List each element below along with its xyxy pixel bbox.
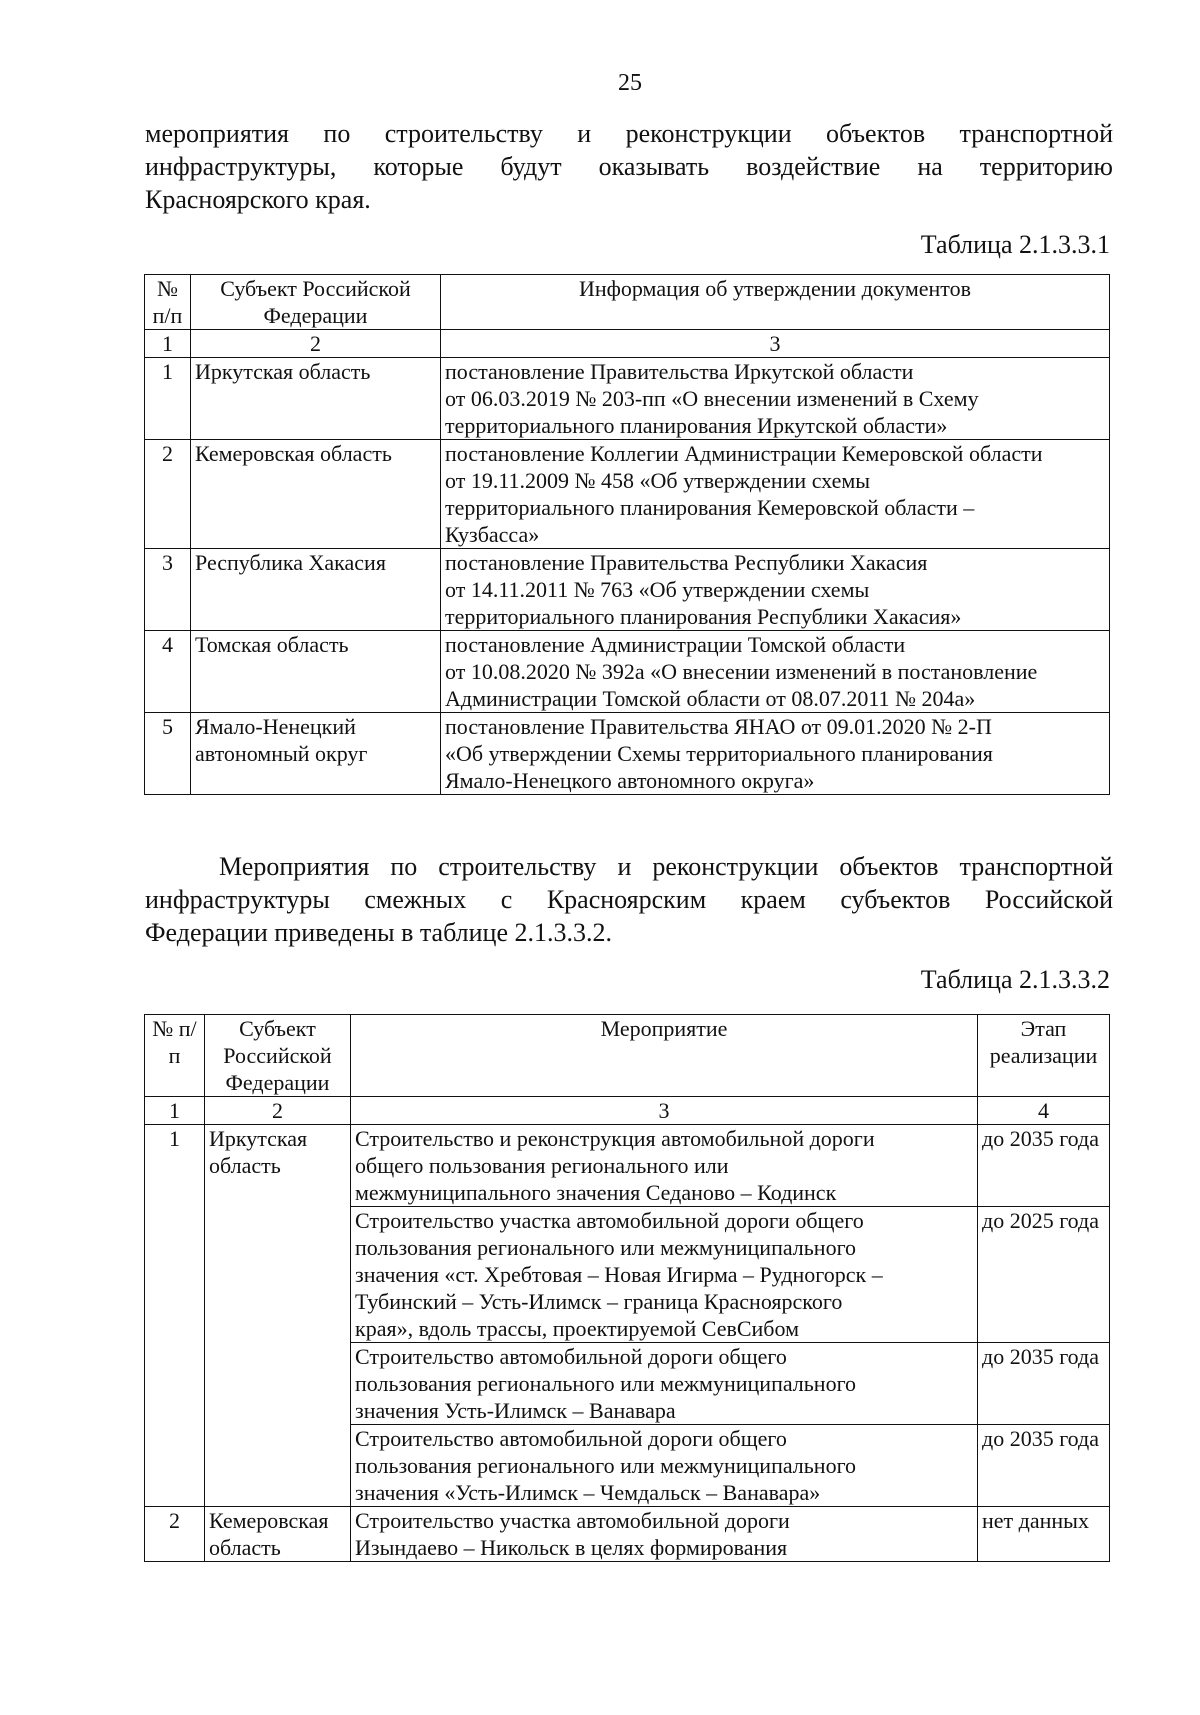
- table-row: [145, 1507, 1110, 1562]
- table2-header-stage: Этап реализации: [978, 1015, 1110, 1097]
- row-subject: Иркутская область: [205, 1125, 351, 1507]
- table1-header-subject: Субъект Российской Федерации: [191, 275, 441, 330]
- table2-header-measure: Мероприятие: [351, 1015, 978, 1097]
- table2-colnum: 3: [351, 1097, 978, 1125]
- table1-colnum: 3: [441, 330, 1110, 358]
- table1: [144, 274, 1110, 795]
- intro-line: инфраструктуры, которые будут оказывать воздействие на территорию: [145, 152, 1113, 181]
- row-subject: Томская область: [191, 631, 441, 713]
- row-stage: до 2025 года: [978, 1207, 1110, 1343]
- row-num: 2: [145, 440, 191, 549]
- row-info: постановление Правительства Республики Хакасия от 14.11.2011 № 763 «Об утверждении схемы территориального планирования Республики Хакасия»: [441, 549, 1110, 631]
- row-measure: Строительство автомобильной дороги общего пользования регионального или межмуниципального значения «Усть-Илимск – Чемдальск – Ванавара»: [351, 1425, 978, 1507]
- middle-line: Мероприятия по строительству и реконструкции объектов транспортной: [219, 852, 1113, 881]
- table2-colnum: 1: [145, 1097, 205, 1125]
- row-num: 1: [145, 1125, 205, 1507]
- intro-line: мероприятия по строительству и реконструкции объектов транспортной: [145, 119, 1113, 148]
- middle-line: инфраструктуры смежных с Красноярским краем субъектов Российской: [145, 885, 1113, 914]
- row-measure: Строительство участка автомобильной дороги общего пользования регионального или межмуниципального значения «ст. Хребтовая – Новая Игирма – Рудногорск – Тубинский – Усть-Илимск – граница Красноярского края», вдоль трассы, проектируемой СевСибом: [351, 1207, 978, 1343]
- row-num: 2: [145, 1507, 205, 1562]
- table1-colnum: 2: [191, 330, 441, 358]
- table2-header-row: [145, 1015, 1110, 1097]
- row-num: 5: [145, 713, 191, 795]
- table2-colnum: 4: [978, 1097, 1110, 1125]
- intro-paragraph: [145, 117, 1113, 216]
- row-measure: Строительство автомобильной дороги общего пользования регионального или межмуниципального значения Усть-Илимск – Ванавара: [351, 1343, 978, 1425]
- row-stage: до 2035 года: [978, 1343, 1110, 1425]
- row-num: 3: [145, 549, 191, 631]
- row-info: постановление Правительства ЯНАО от 09.01.2020 № 2-П «Об утверждении Схемы территориального планирования Ямало-Ненецкого автономного округа»: [441, 713, 1110, 795]
- table1-caption: Таблица 2.1.3.3.1: [920, 230, 1110, 259]
- row-subject: Кемеровская область: [191, 440, 441, 549]
- page-number: 25: [618, 70, 642, 96]
- table-row: [145, 549, 1110, 631]
- table2-colnum: 2: [205, 1097, 351, 1125]
- row-subject: Ямало-Ненецкий автономный округ: [191, 713, 441, 795]
- table-row: [145, 713, 1110, 795]
- table-row: [145, 1125, 1110, 1207]
- table1-colnum-row: [145, 330, 1110, 358]
- row-subject: Иркутская область: [191, 358, 441, 440]
- middle-line: Федерации приведены в таблице 2.1.3.3.2.: [145, 918, 613, 947]
- row-num: 4: [145, 631, 191, 713]
- row-subject: Кемеровская область: [205, 1507, 351, 1562]
- table2: [144, 1014, 1110, 1562]
- table1-header-row: [145, 275, 1110, 330]
- table-row: [145, 358, 1110, 440]
- table1-header-info: Информация об утверждении документов: [441, 275, 1110, 330]
- intro-line: Красноярского края.: [145, 185, 371, 214]
- table2-header-subject: Субъект Российской Федерации: [205, 1015, 351, 1097]
- row-info: постановление Правительства Иркутской области от 06.03.2019 № 203-пп «О внесении изменений в Схему территориального планирования Иркутской области»: [441, 358, 1110, 440]
- row-stage: до 2035 года: [978, 1425, 1110, 1507]
- middle-paragraph: [145, 850, 1113, 949]
- row-stage: нет данных: [978, 1507, 1110, 1562]
- row-measure: Строительство и реконструкция автомобильной дороги общего пользования регионального или межмуниципального значения Седаново – Кодинск: [351, 1125, 978, 1207]
- row-subject: Республика Хакасия: [191, 549, 441, 631]
- table2-header-num: № п/п: [145, 1015, 205, 1097]
- table1-colnum: 1: [145, 330, 191, 358]
- row-measure: Строительство участка автомобильной дороги Изындаево – Никольск в целях формирования: [351, 1507, 978, 1562]
- table2-colnum-row: [145, 1097, 1110, 1125]
- table1-header-num: № п/п: [145, 275, 191, 330]
- table-row: [145, 631, 1110, 713]
- table-row: [145, 440, 1110, 549]
- row-info: постановление Администрации Томской области от 10.08.2020 № 392а «О внесении изменений в постановление Администрации Томской области от 08.07.2011 № 204а»: [441, 631, 1110, 713]
- row-info: постановление Коллегии Администрации Кемеровской области от 19.11.2009 № 458 «Об утверждении схемы территориального планирования Кемеровской области – Кузбасса»: [441, 440, 1110, 549]
- table2-caption: Таблица 2.1.3.3.2: [920, 965, 1110, 994]
- row-num: 1: [145, 358, 191, 440]
- row-stage: до 2035 года: [978, 1125, 1110, 1207]
